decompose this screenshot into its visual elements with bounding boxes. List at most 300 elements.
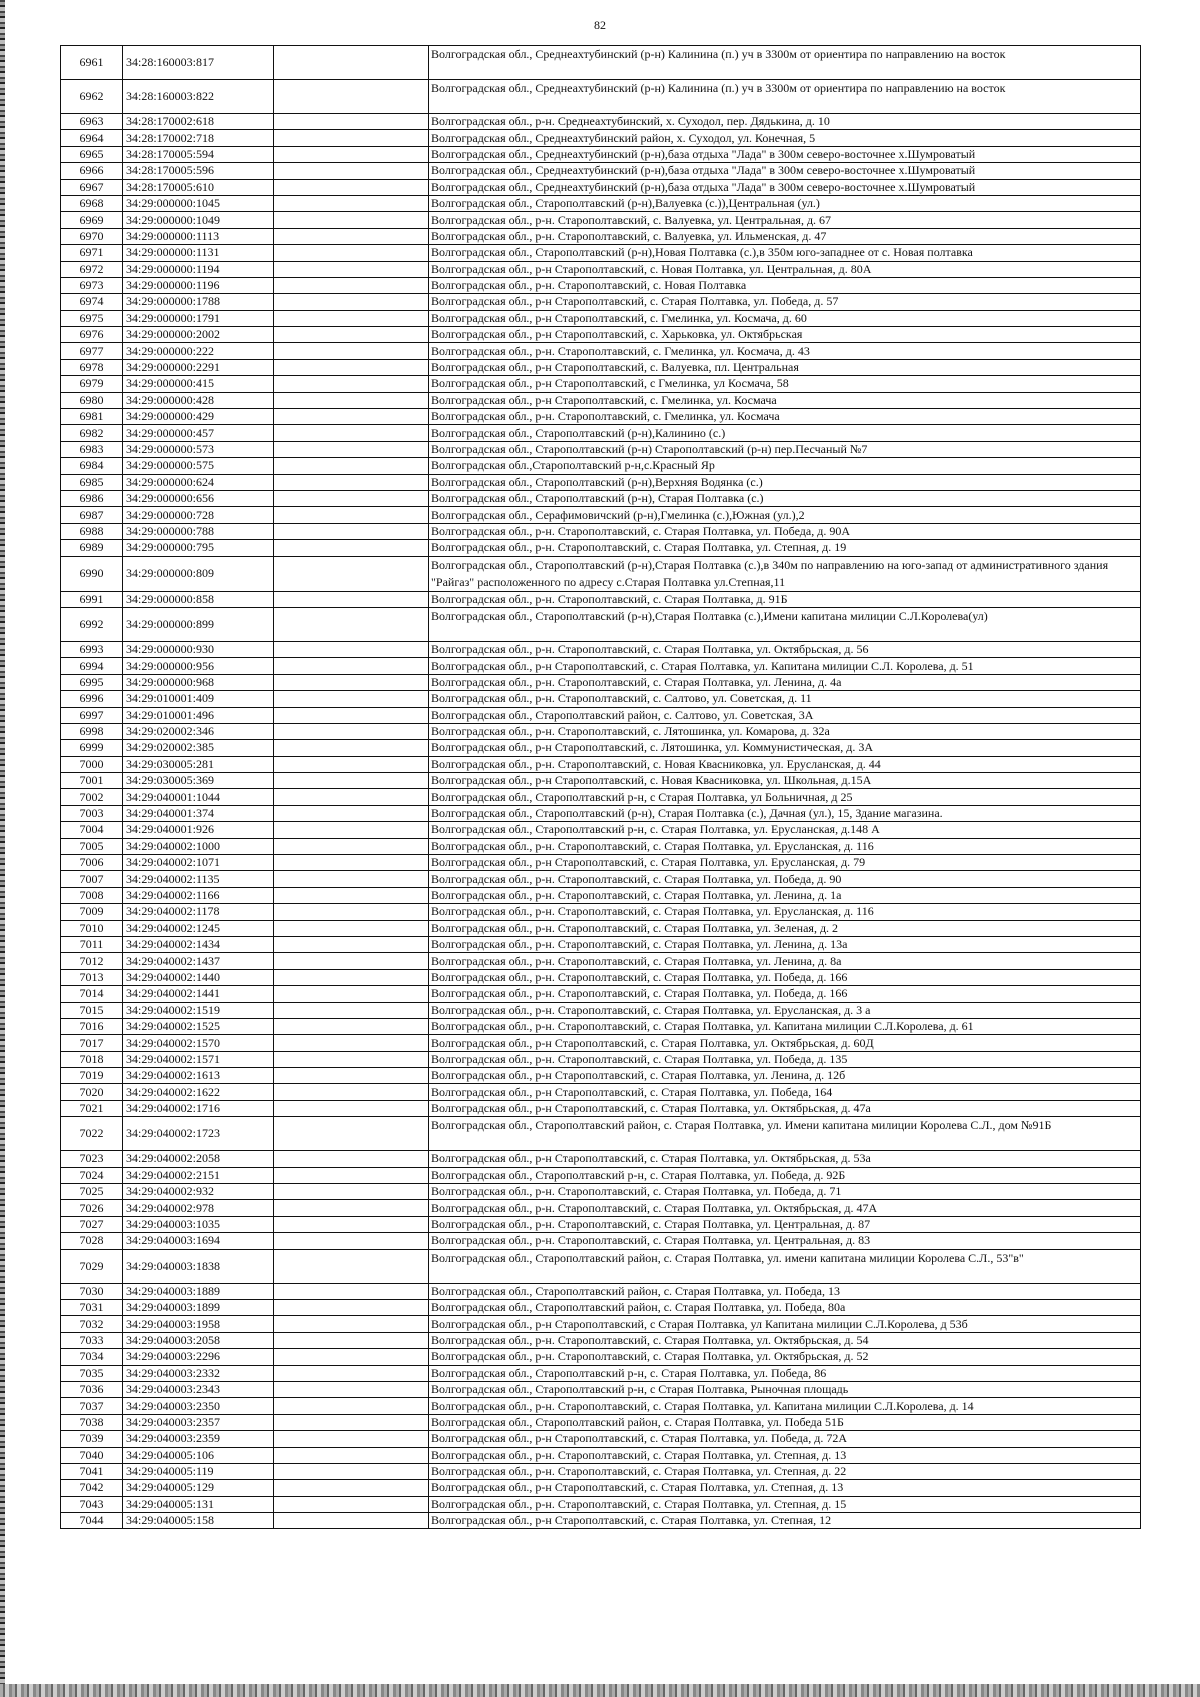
address-cell: Волгоградская обл., Старополтавский (р-н),Новая Полтавка (с.),в 350м юго-западнее от с. Новая полтавка: [429, 245, 1141, 261]
cadastral-number-cell: 34:29:040002:1519: [123, 1002, 274, 1018]
table-row: [61, 1151, 1141, 1167]
cadastral-number-cell: 34:29:040002:1071: [123, 855, 274, 871]
table-row: [61, 310, 1141, 326]
empty-cell: [274, 1349, 429, 1365]
table-row: [61, 474, 1141, 490]
cadastral-number-cell: 34:29:000000:788: [123, 523, 274, 539]
cadastral-number-cell: 34:29:000000:728: [123, 507, 274, 523]
table-row: [61, 212, 1141, 228]
empty-cell: [274, 425, 429, 441]
row-number-cell: 7044: [61, 1513, 123, 1529]
address-cell: Волгоградская обл., р-н. Старополтавский, с. Новая Полтавка: [429, 277, 1141, 293]
address-cell: Волгоградская обл., Старополтавский (р-н), Старая Полтавка (с.): [429, 490, 1141, 506]
empty-cell: [274, 556, 429, 591]
address-cell: Волгоградская обл., р-н. Старополтавский, с. Старая Полтавка, ул. Еруслaнская, д. 116: [429, 838, 1141, 854]
row-number-cell: 6990: [61, 556, 123, 591]
address-cell: Волгоградская обл., Старополтавский (р-н),Валуевка (с.)),Центральная (ул.): [429, 195, 1141, 211]
row-number-cell: 7017: [61, 1035, 123, 1051]
row-number-cell: 7022: [61, 1117, 123, 1151]
empty-cell: [274, 871, 429, 887]
address-cell: Волгоградская обл., р-н Старополтавский, с. Новая Квасниковка, ул. Школьная, д.15А: [429, 773, 1141, 789]
address-cell: Волгоградская обл., Старополтавский (р-н),Старая Полтавка (с.),в 340м по направлению на юго-запад от административного здания "Райгаз" расположенного по адресу с.Старая Полтавка ул.Степная,11: [429, 556, 1141, 591]
cadastral-number-cell: 34:29:040002:1571: [123, 1051, 274, 1067]
table-row: [61, 658, 1141, 674]
table-row: [61, 490, 1141, 506]
address-cell: Волгоградская обл., Старополтавский р-н, с Старая Полтавка, ул Больничная, д 25: [429, 789, 1141, 805]
address-cell: Волгоградская обл., р-н Старополтавский, с. Старая Полтавка, ул. Степная, д. 13: [429, 1480, 1141, 1496]
address-cell: Волгоградская обл., р-н. Старополтавский, с. Старая Полтавка, ул. Октябрьская, д. 47А: [429, 1200, 1141, 1216]
row-number-cell: 6974: [61, 294, 123, 310]
empty-cell: [274, 523, 429, 539]
address-cell: Волгоградская обл., р-н. Старополтавский, с. Старая Полтавка, ул. Центральная, д. 87: [429, 1216, 1141, 1232]
empty-cell: [274, 1117, 429, 1151]
table-row: [61, 1414, 1141, 1430]
cadastral-number-cell: 34:29:040003:2343: [123, 1381, 274, 1397]
empty-cell: [274, 343, 429, 359]
address-cell: Волгоградская обл., р-н. Старополтавский, с. Старая Полтавка, ул. Зеленая, д. 2: [429, 920, 1141, 936]
cadastral-number-cell: 34:29:040005:158: [123, 1513, 274, 1529]
cadastral-number-cell: 34:29:000000:457: [123, 425, 274, 441]
address-cell: Волгоградская обл., р-н Старополтавский, с. Валуевка, пл. Центральная: [429, 359, 1141, 375]
cadastral-number-cell: 34:28:170002:618: [123, 114, 274, 130]
table-row: [61, 46, 1141, 80]
cadastral-number-cell: 34:29:040003:1958: [123, 1316, 274, 1332]
table-row: [61, 1513, 1141, 1529]
table-row: [61, 1283, 1141, 1299]
table-row: [61, 1068, 1141, 1084]
empty-cell: [274, 1216, 429, 1232]
cadastral-number-cell: 34:29:040002:1135: [123, 871, 274, 887]
address-cell: Волгоградская обл., р-н. Старополтавский, с. Старая Полтавка, ул. Победа, д. 135: [429, 1051, 1141, 1067]
address-cell: Волгоградская обл., р-н Старополтавский, с. Старая Полтавка, ул. Степная, 12: [429, 1513, 1141, 1529]
table-row: [61, 1117, 1141, 1151]
registry-table: [60, 45, 1141, 1529]
address-cell: Волгоградская обл., р-н Старополтавский, с. Лятошинка, ул. Коммунистическая, д. 3А: [429, 740, 1141, 756]
address-cell: Волгоградская обл., р-н Старополтавский, с. Новая Полтавка, ул. Центральная, д. 80А: [429, 261, 1141, 277]
address-cell: Волгоградская обл., р-н. Старополтавский, с. Новая Квасниковка, ул. Еруслaнская, д. 44: [429, 756, 1141, 772]
address-cell: Волгоградская обл., р-н. Старополтавский, с. Старая Полтавка, ул. Ленина, д. 1а: [429, 887, 1141, 903]
cadastral-number-cell: 34:29:040003:1838: [123, 1249, 274, 1283]
address-cell: Волгоградская обл., Старополтавский р-н, с. Старая Полтавка, ул. Победа, 86: [429, 1365, 1141, 1381]
cadastral-number-cell: 34:29:000000:1049: [123, 212, 274, 228]
empty-cell: [274, 707, 429, 723]
empty-cell: [274, 1100, 429, 1116]
address-cell: Волгоградская обл., Старополтавский район, с. Старая Полтавка, ул. Победа, 80а: [429, 1300, 1141, 1316]
row-number-cell: 6992: [61, 607, 123, 641]
row-number-cell: 6998: [61, 723, 123, 739]
address-cell: Волгоградская обл., р-н Старополтавский, с. Старая Полтавка, ул. Капитана милиции С.Л. Королева, д. 51: [429, 658, 1141, 674]
address-cell: Волгоградская обл., р-н. Старополтавский, с. Гмелинка, ул. Космача: [429, 409, 1141, 425]
empty-cell: [274, 674, 429, 690]
scan-edge-bottom: [0, 1684, 1200, 1697]
address-cell: Волгоградская обл., Старополтавский район, с. Старая Полтавка, ул. Победа, 13: [429, 1283, 1141, 1299]
address-cell: Волгоградская обл., р-н Старополтавский, с Старая Полтавка, ул Капитана милиции С.Л.Королева, д 53б: [429, 1316, 1141, 1332]
address-cell: Волгоградская обл., Старополтавский район, с. Старая Полтавка, ул. имени капитана милиции Королева С.Л., 53"в": [429, 1249, 1141, 1283]
cadastral-number-cell: 34:29:040001:1044: [123, 789, 274, 805]
empty-cell: [274, 1414, 429, 1430]
cadastral-number-cell: 34:28:160003:822: [123, 80, 274, 114]
row-number-cell: 6989: [61, 540, 123, 556]
empty-cell: [274, 740, 429, 756]
row-number-cell: 7005: [61, 838, 123, 854]
empty-cell: [274, 507, 429, 523]
cadastral-number-cell: 34:29:000000:415: [123, 376, 274, 392]
table-row: [61, 1496, 1141, 1512]
row-number-cell: 7011: [61, 936, 123, 952]
address-cell: Волгоградская обл., р-н. Старополтавский, с. Старая Полтавка, ул. Капитана милиции С.Л.Королева, д. 14: [429, 1398, 1141, 1414]
empty-cell: [274, 691, 429, 707]
empty-cell: [274, 953, 429, 969]
empty-cell: [274, 228, 429, 244]
address-cell: Волгоградская обл., Старополтавский (р-н),Калинино (с.): [429, 425, 1141, 441]
row-number-cell: 6976: [61, 327, 123, 343]
cadastral-number-cell: 34:28:170005:596: [123, 163, 274, 179]
address-cell: Волгоградская обл., р-н Старополтавский, с. Гмелинка, ул. Космача, д. 60: [429, 310, 1141, 326]
empty-cell: [274, 179, 429, 195]
table-row: [61, 376, 1141, 392]
empty-cell: [274, 1035, 429, 1051]
table-row: [61, 1216, 1141, 1232]
table-row: [61, 130, 1141, 146]
table-row: [61, 838, 1141, 854]
table-row: [61, 1381, 1141, 1397]
empty-cell: [274, 195, 429, 211]
empty-cell: [274, 1365, 429, 1381]
address-cell: Волгоградская обл., Среднеахтубинский (р-н),база отдыха "Лада" в 300м северо-восточнее х.Шумроватый: [429, 146, 1141, 162]
cadastral-number-cell: 34:29:030005:369: [123, 773, 274, 789]
address-cell: Волгоградская обл., Серафимовичский (р-н),Гмелинка (с.),Южная (ул.),2: [429, 507, 1141, 523]
address-cell: Волгоградская обл., р-н Старополтавский, с. Харьковка, ул. Октябрьская: [429, 327, 1141, 343]
cadastral-number-cell: 34:29:040002:1570: [123, 1035, 274, 1051]
cadastral-number-cell: 34:29:040002:1434: [123, 936, 274, 952]
row-number-cell: 7031: [61, 1300, 123, 1316]
row-number-cell: 6967: [61, 179, 123, 195]
table-row: [61, 607, 1141, 641]
table-row: [61, 261, 1141, 277]
table-row: [61, 294, 1141, 310]
table-row: [61, 277, 1141, 293]
empty-cell: [274, 1018, 429, 1034]
cadastral-number-cell: 34:29:040002:1178: [123, 904, 274, 920]
address-cell: Волгоградская обл., р-н. Старополтавский, с. Старая Полтавка, д. 91Б: [429, 591, 1141, 607]
cadastral-number-cell: 34:29:040002:978: [123, 1200, 274, 1216]
registry-table-body: [61, 46, 1141, 1529]
address-cell: Волгоградская обл., р-н. Старополтавский, с. Валуевка, ул. Ильменская, д. 47: [429, 228, 1141, 244]
cadastral-number-cell: 34:29:000000:2291: [123, 359, 274, 375]
empty-cell: [274, 855, 429, 871]
cadastral-number-cell: 34:29:000000:573: [123, 441, 274, 457]
empty-cell: [274, 822, 429, 838]
address-cell: Волгоградская обл.,Старополтавский р-н,с.Красный Яр: [429, 458, 1141, 474]
row-number-cell: 6996: [61, 691, 123, 707]
empty-cell: [274, 1167, 429, 1183]
empty-cell: [274, 310, 429, 326]
row-number-cell: 6965: [61, 146, 123, 162]
address-cell: Волгоградская обл., р-н. Старополтавский, с. Старая Полтавка, ул. Октябрьская, д. 52: [429, 1349, 1141, 1365]
address-cell: Волгоградская обл., р-н Старополтавский, с. Старая Полтавка, ул. Победа, д. 57: [429, 294, 1141, 310]
table-row: [61, 740, 1141, 756]
row-number-cell: 7018: [61, 1051, 123, 1067]
cadastral-number-cell: 34:29:040003:2350: [123, 1398, 274, 1414]
cadastral-number-cell: 34:29:000000:1788: [123, 294, 274, 310]
table-row: [61, 756, 1141, 772]
table-row: [61, 195, 1141, 211]
row-number-cell: 6968: [61, 195, 123, 211]
cadastral-number-cell: 34:29:040002:932: [123, 1184, 274, 1200]
empty-cell: [274, 1398, 429, 1414]
empty-cell: [274, 904, 429, 920]
table-row: [61, 1035, 1141, 1051]
cadastral-number-cell: 34:29:000000:624: [123, 474, 274, 490]
table-row: [61, 1332, 1141, 1348]
row-number-cell: 7008: [61, 887, 123, 903]
empty-cell: [274, 969, 429, 985]
address-cell: Волгоградская обл., р-н Старополтавский, с. Старая Полтавка, ул. Победа, 164: [429, 1084, 1141, 1100]
cadastral-number-cell: 34:29:040002:1440: [123, 969, 274, 985]
row-number-cell: 6993: [61, 641, 123, 657]
row-number-cell: 7014: [61, 986, 123, 1002]
address-cell: Волгоградская обл., р-н. Старополтавский, с. Старая Полтавка, ул. Центральная, д. 83: [429, 1233, 1141, 1249]
table-row: [61, 1200, 1141, 1216]
row-number-cell: 6966: [61, 163, 123, 179]
address-cell: Волгоградская обл., р-н. Старополтавский, с. Старая Полтавка, ул. Победа, д. 166: [429, 969, 1141, 985]
table-row: [61, 887, 1141, 903]
empty-cell: [274, 1184, 429, 1200]
cadastral-number-cell: 34:29:040002:1716: [123, 1100, 274, 1116]
page-number: 82: [594, 18, 606, 32]
address-cell: Волгоградская обл., р-н. Старополтавский, с. Салтово, ул. Советская, д. 11: [429, 691, 1141, 707]
table-row: [61, 1365, 1141, 1381]
row-number-cell: 6978: [61, 359, 123, 375]
empty-cell: [274, 936, 429, 952]
cadastral-number-cell: 34:29:040002:1245: [123, 920, 274, 936]
table-row: [61, 805, 1141, 821]
row-number-cell: 7035: [61, 1365, 123, 1381]
table-row: [61, 409, 1141, 425]
row-number-cell: 6979: [61, 376, 123, 392]
table-row: [61, 641, 1141, 657]
table-row: [61, 1316, 1141, 1332]
address-cell: Волгоградская обл., р-н. Старополтавский, с. Старая Полтавка, ул. Капитана милиции С.Л.Королева, д. 61: [429, 1018, 1141, 1034]
empty-cell: [274, 887, 429, 903]
cadastral-number-cell: 34:29:000000:2002: [123, 327, 274, 343]
row-number-cell: 7019: [61, 1068, 123, 1084]
cadastral-number-cell: 34:29:040002:2058: [123, 1151, 274, 1167]
row-number-cell: 7026: [61, 1200, 123, 1216]
table-row: [61, 392, 1141, 408]
empty-cell: [274, 591, 429, 607]
row-number-cell: 7034: [61, 1349, 123, 1365]
empty-cell: [274, 1513, 429, 1529]
empty-cell: [274, 1249, 429, 1283]
row-number-cell: 7036: [61, 1381, 123, 1397]
row-number-cell: 6964: [61, 130, 123, 146]
table-row: [61, 80, 1141, 114]
address-cell: Волгоградская обл., р-н. Старополтавский, с. Старая Полтавка, ул. Октябрьская, д. 56: [429, 641, 1141, 657]
cadastral-number-cell: 34:29:040003:1035: [123, 1216, 274, 1232]
cadastral-number-cell: 34:29:010001:496: [123, 707, 274, 723]
table-row: [61, 1002, 1141, 1018]
table-row: [61, 146, 1141, 162]
row-number-cell: 6973: [61, 277, 123, 293]
table-row: [61, 1233, 1141, 1249]
address-cell: Волгоградская обл., Среднеахтубинский (р-н) Калинина (п.) уч в 3300м от ориентира по направлению на восток: [429, 80, 1141, 114]
row-number-cell: 7007: [61, 871, 123, 887]
empty-cell: [274, 409, 429, 425]
address-cell: Волгоградская обл., р-н. Старополтавский, с. Валуевка, ул. Центральная, д. 67: [429, 212, 1141, 228]
address-cell: Волгоградская обл., р-н Старополтавский, с. Старая Полтавка, ул. Октябрьская, д. 53а: [429, 1151, 1141, 1167]
empty-cell: [274, 261, 429, 277]
row-number-cell: 6970: [61, 228, 123, 244]
table-row: [61, 245, 1141, 261]
cadastral-number-cell: 34:29:020002:346: [123, 723, 274, 739]
address-cell: Волгоградская обл., р-н. Старополтавский, с. Старая Полтавка, ул. Степная, д. 13: [429, 1447, 1141, 1463]
cadastral-number-cell: 34:28:170005:594: [123, 146, 274, 162]
row-number-cell: 7006: [61, 855, 123, 871]
cadastral-number-cell: 34:29:000000:899: [123, 607, 274, 641]
cadastral-number-cell: 34:29:000000:930: [123, 641, 274, 657]
row-number-cell: 6984: [61, 458, 123, 474]
table-row: [61, 1480, 1141, 1496]
row-number-cell: 6997: [61, 707, 123, 723]
address-cell: Волгоградская обл., Старополтавский р-н, с. Старая Полтавка, ул. Еруслaнская, д.148 А: [429, 822, 1141, 838]
table-row: [61, 343, 1141, 359]
cadastral-number-cell: 34:29:040003:1899: [123, 1300, 274, 1316]
address-cell: Волгоградская обл., р-н. Старополтавский, с. Старая Полтавка, ул. Победа, д. 90: [429, 871, 1141, 887]
empty-cell: [274, 46, 429, 80]
address-cell: Волгоградская обл., р-н Старополтавский, с. Старая Полтавка, ул. Октябрьская, д. 47а: [429, 1100, 1141, 1116]
empty-cell: [274, 130, 429, 146]
row-number-cell: 6981: [61, 409, 123, 425]
table-row: [61, 163, 1141, 179]
empty-cell: [274, 789, 429, 805]
empty-cell: [274, 540, 429, 556]
row-number-cell: 6975: [61, 310, 123, 326]
empty-cell: [274, 838, 429, 854]
cadastral-number-cell: 34:29:000000:428: [123, 392, 274, 408]
row-number-cell: 6963: [61, 114, 123, 130]
cadastral-number-cell: 34:29:000000:429: [123, 409, 274, 425]
cadastral-number-cell: 34:29:020002:385: [123, 740, 274, 756]
address-cell: Волгоградская обл., р-н. Старополтавский, с. Старая Полтавка, ул. Еруслaнская, д. 116: [429, 904, 1141, 920]
empty-cell: [274, 1084, 429, 1100]
row-number-cell: 7001: [61, 773, 123, 789]
row-number-cell: 7042: [61, 1480, 123, 1496]
empty-cell: [274, 1480, 429, 1496]
row-number-cell: 7025: [61, 1184, 123, 1200]
empty-cell: [274, 1200, 429, 1216]
cadastral-number-cell: 34:29:040003:2296: [123, 1349, 274, 1365]
cadastral-number-cell: 34:29:040005:119: [123, 1463, 274, 1479]
row-number-cell: 7030: [61, 1283, 123, 1299]
address-cell: Волгоградская обл., р-н Старополтавский, с. Старая Полтавка, ул. Октябрьская, д. 60Д: [429, 1035, 1141, 1051]
cadastral-number-cell: 34:29:040002:1525: [123, 1018, 274, 1034]
cadastral-number-cell: 34:29:040003:1694: [123, 1233, 274, 1249]
empty-cell: [274, 1496, 429, 1512]
empty-cell: [274, 1151, 429, 1167]
empty-cell: [274, 1332, 429, 1348]
address-cell: Волгоградская обл., р-н Старополтавский, с Гмелинка, ул Космача, 58: [429, 376, 1141, 392]
table-row: [61, 523, 1141, 539]
address-cell: Волгоградская обл., Старополтавский р-н, с. Старая Полтавка, ул. Победа, д. 92Б: [429, 1167, 1141, 1183]
cadastral-number-cell: 34:29:040002:1723: [123, 1117, 274, 1151]
row-number-cell: 7013: [61, 969, 123, 985]
row-number-cell: 7003: [61, 805, 123, 821]
address-cell: Волгоградская обл., Среднеахтубинский район, х. Суходол, ул. Конечная, 5: [429, 130, 1141, 146]
cadastral-number-cell: 34:29:040003:2058: [123, 1332, 274, 1348]
empty-cell: [274, 114, 429, 130]
empty-cell: [274, 607, 429, 641]
table-row: [61, 936, 1141, 952]
row-number-cell: 7029: [61, 1249, 123, 1283]
address-cell: Волгоградская обл., р-н Старополтавский, с. Старая Полтавка, ул. Победа, д. 72А: [429, 1431, 1141, 1447]
cadastral-number-cell: 34:29:040001:374: [123, 805, 274, 821]
cadastral-number-cell: 34:29:040002:2151: [123, 1167, 274, 1183]
empty-cell: [274, 327, 429, 343]
table-row: [61, 904, 1141, 920]
row-number-cell: 6961: [61, 46, 123, 80]
cadastral-number-cell: 34:29:040002:1000: [123, 838, 274, 854]
table-row: [61, 540, 1141, 556]
table-row: [61, 1431, 1141, 1447]
cadastral-number-cell: 34:29:000000:1131: [123, 245, 274, 261]
row-number-cell: 7020: [61, 1084, 123, 1100]
table-row: [61, 723, 1141, 739]
cadastral-number-cell: 34:29:000000:968: [123, 674, 274, 690]
address-cell: Волгоградская обл., р-н. Старополтавский, с. Старая Полтавка, ул. Победа, д. 166: [429, 986, 1141, 1002]
address-cell: Волгоградская обл., Старополтавский (р-н), Старая Полтавка (с.), Дачная (ул.), 15, Здание магазина.: [429, 805, 1141, 821]
address-cell: Волгоградская обл., Старополтавский р-н, с Старая Полтавка, Рыночная площадь: [429, 1381, 1141, 1397]
address-cell: Волгоградская обл., р-н. Старополтавский, с. Старая Полтавка, ул. Ленина, д. 13а: [429, 936, 1141, 952]
row-number-cell: 7043: [61, 1496, 123, 1512]
empty-cell: [274, 986, 429, 1002]
row-number-cell: 7024: [61, 1167, 123, 1183]
cadastral-number-cell: 34:29:040002:1166: [123, 887, 274, 903]
address-cell: Волгоградская обл., Старополтавский (р-н) Старополтавский (р-н) пер.Песчаный №7: [429, 441, 1141, 457]
address-cell: Волгоградская обл., Среднеахтубинский (р-н),база отдыха "Лада" в 300м северо-восточнее х.Шумроватый: [429, 179, 1141, 195]
row-number-cell: 7021: [61, 1100, 123, 1116]
table-row: [61, 359, 1141, 375]
empty-cell: [274, 1381, 429, 1397]
empty-cell: [274, 277, 429, 293]
table-row: [61, 871, 1141, 887]
address-cell: Волгоградская обл., р-н. Старополтавский, с. Старая Полтавка, ул. Победа, д. 71: [429, 1184, 1141, 1200]
cadastral-number-cell: 34:29:040002:1437: [123, 953, 274, 969]
cadastral-number-cell: 34:29:000000:222: [123, 343, 274, 359]
table-row: [61, 773, 1141, 789]
empty-cell: [274, 1447, 429, 1463]
row-number-cell: 6995: [61, 674, 123, 690]
empty-cell: [274, 80, 429, 114]
table-row: [61, 507, 1141, 523]
cadastral-number-cell: 34:29:040003:2332: [123, 1365, 274, 1381]
row-number-cell: 7000: [61, 756, 123, 772]
address-cell: Волгоградская обл., р-н. Старополтавский, с. Старая Полтавка, ул. Степная, д. 19: [429, 540, 1141, 556]
address-cell: Волгоградская обл., Старополтавский (р-н),Старая Полтавка (с.),Имени капитана милиции С.Л.Королева(ул): [429, 607, 1141, 641]
table-row: [61, 953, 1141, 969]
row-number-cell: 7015: [61, 1002, 123, 1018]
empty-cell: [274, 1233, 429, 1249]
empty-cell: [274, 490, 429, 506]
table-row: [61, 1167, 1141, 1183]
row-number-cell: 6982: [61, 425, 123, 441]
cadastral-number-cell: 34:29:040001:926: [123, 822, 274, 838]
empty-cell: [274, 245, 429, 261]
table-row: [61, 674, 1141, 690]
cadastral-number-cell: 34:29:040002:1613: [123, 1068, 274, 1084]
empty-cell: [274, 805, 429, 821]
empty-cell: [274, 1283, 429, 1299]
